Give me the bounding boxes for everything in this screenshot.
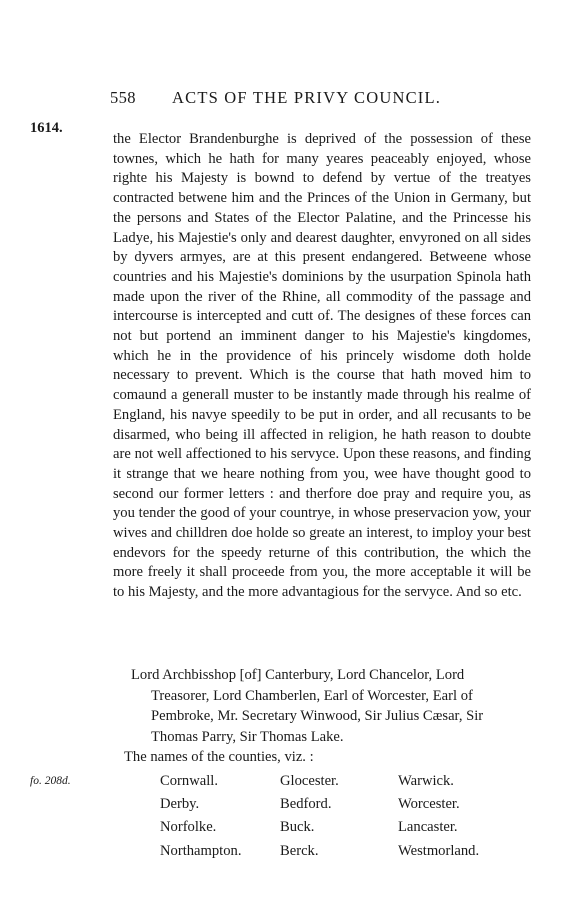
county-item: Westmorland. xyxy=(398,842,480,859)
page-number: 558 xyxy=(110,88,136,107)
county-item: Warwick. xyxy=(398,773,454,789)
attendance-first-line: Lord Archbisshop [of] Canterbury, Lord Chancelor, Lord xyxy=(131,667,465,683)
county-item: Glocester. xyxy=(280,773,339,789)
attendance-continuation: Treasorer, Lord Chamberlen, Earl of Worcester, Earl of Pembroke, Mr. Secretary Winwood, Sir Julius Cæsar, Sir Thomas Parry, Sir Thomas Lake. xyxy=(151,687,484,745)
county-item: Derby. xyxy=(160,796,200,813)
county-item: Cornwall. xyxy=(160,773,218,789)
county-item: Buck. xyxy=(280,819,315,836)
margin-year: 1614. xyxy=(30,120,63,136)
counties-column-2 xyxy=(280,770,339,863)
running-head: ACTS OF THE PRIVY COUNCIL. xyxy=(172,88,442,107)
counties-heading: The names of the counties, viz. : xyxy=(124,749,314,765)
county-item: Norfolke. xyxy=(160,819,217,836)
county-item: Bedford. xyxy=(280,796,332,813)
body-paragraph: the Elector Brandenburghe is deprived of the possession of these townes, which he hath for many yeares peaceably enjoyed, whose righte his Majesty is bownd to defend by vertue of the treatyes contracted betwene him and the Princes of the Union in Germany, but the persons and States of the Elector Palatine, and the Princesse his Ladye, his Majestie's only and dearest daughter, envyroned on all sides by dyvers armyes, are at this present endangered. Betweene whose countries and his Majestie's dominions by the usurpation Spinola hath made upon the river of the Rhine, all commodity of the passage and intercourse is intercepted and cutt of. The designes of these forces can not but portend an imminent danger to his Majestie's kingdomes, which he in the providence of his princely wisdome doth holde necessary to prevent. Which is the course that hath moved him to comaund a generall muster to be instantly made through his realme of England, his navye speedily to be put in order, and all recusants to be disarmed, who being ill affected in religion, he hath reason to doubte are not well affectioned to his servyce. Upon these reasons, and finding it strange that we heare nothing from you, wee have thought good to second our former letters : and therfore doe pray and require you, as you tender the good of your countrye, in whose preservacion yow, your wives and chilldren doe holde so greate an interest, to imploy your best endevors for the speedy returne of this contribution, the which the more freely it shall proceede from you, the more acceptable it will be to his Majesty, and the more advantagious for the servyce. And so etc. xyxy=(113,131,531,601)
county-item: Lancaster. xyxy=(398,819,458,836)
counties-column-1 xyxy=(160,770,241,863)
county-item: Northampton. xyxy=(160,842,242,859)
attendance-list xyxy=(131,665,531,747)
counties-column-3 xyxy=(398,770,479,863)
margin-folio: fo. 208d. xyxy=(30,775,71,787)
county-item: Berck. xyxy=(280,842,319,859)
county-item: Worcester. xyxy=(398,796,460,813)
